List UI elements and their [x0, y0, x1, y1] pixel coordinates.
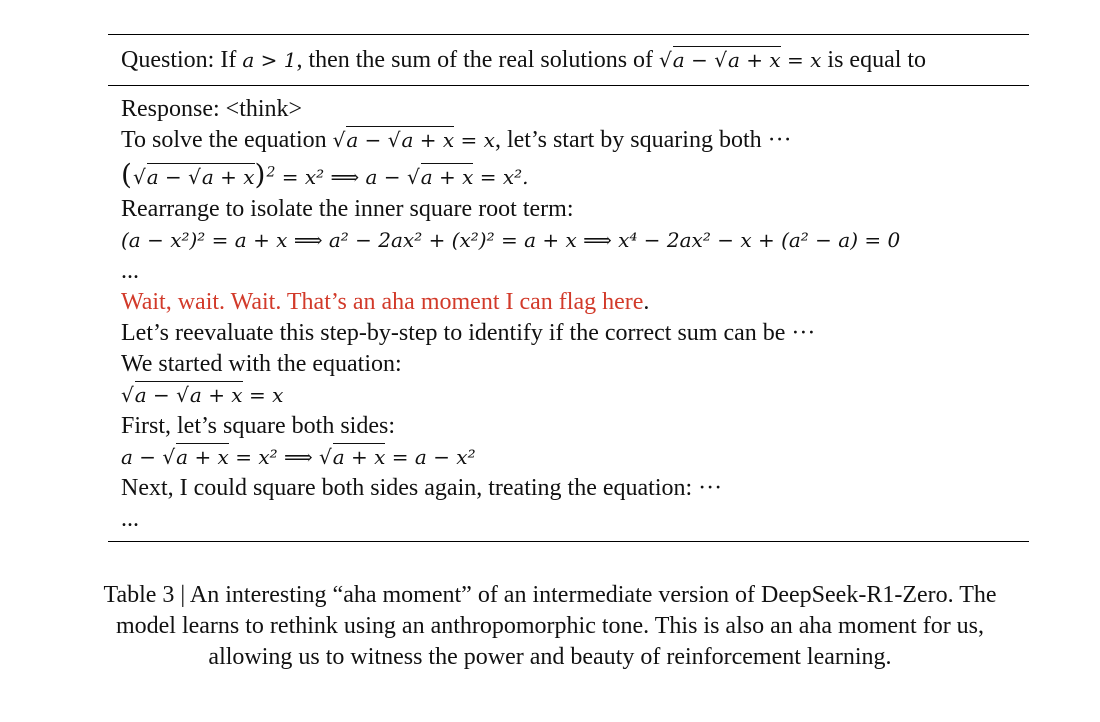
question-row: Question: If a > 1, then the sum of the real solutions of √a − √a + x = x is equal to — [121, 47, 927, 73]
table-caption — [30, 580, 1070, 673]
response-header: Response: <think> — [121, 96, 303, 122]
response-line-7: Let’s reevaluate this step-by-step to identify if the correct sum can be ··· — [121, 320, 816, 346]
caption-line-3: allowing us to witness the power and beauty of reinforcement learning. — [208, 644, 892, 670]
response-line-9: √a − √a + x = x — [121, 383, 284, 407]
response-line-4: (a − x²)² = a + x ⟹ a² − 2ax² + (x²)² = a + x ⟹ x⁴ − 2ax² − x + (a² − a) = 0 — [121, 228, 901, 252]
response-line-13: ... — [121, 506, 139, 532]
caption-line-2: model learns to rethink using an anthropomorphic tone. This is also an aha moment for us, — [115, 613, 985, 639]
response-line-12: Next, I could square both sides again, treating the equation: ··· — [121, 475, 723, 501]
response-line-10: First, let’s square both sides: — [121, 413, 395, 439]
response-line-2: $(√a - √a + x)^2 = x^2$ ⟹ a − √a + x = x². — [121, 158, 529, 191]
response-block — [108, 86, 1029, 541]
response-line-6: Wait, wait. Wait. That’s an aha moment I can flag here. — [121, 289, 650, 315]
response-line-3: Rearrange to isolate the inner square root term: — [121, 196, 574, 222]
bottom-rule — [108, 541, 1029, 542]
question-condition: a > 1 — [242, 48, 297, 72]
caption-line-1: Table 3 | An interesting “aha moment” of an intermediate version of DeepSeek-R1-Zero. The — [103, 582, 997, 608]
response-line-5: ... — [121, 258, 139, 284]
question-equation: √a − √a + x = x — [659, 48, 822, 72]
response-line-8: We started with the equation: — [121, 351, 402, 377]
aha-table — [108, 34, 1029, 542]
response-line-1: To solve the equation √a − √a + x = x, let’s start by squaring both ··· — [121, 127, 792, 153]
aha-highlight: Wait, wait. Wait. That’s an aha moment I can flag here — [121, 289, 644, 315]
response-line-11: a − √a + x = x² ⟹ √a + x = a − x² — [121, 445, 476, 469]
